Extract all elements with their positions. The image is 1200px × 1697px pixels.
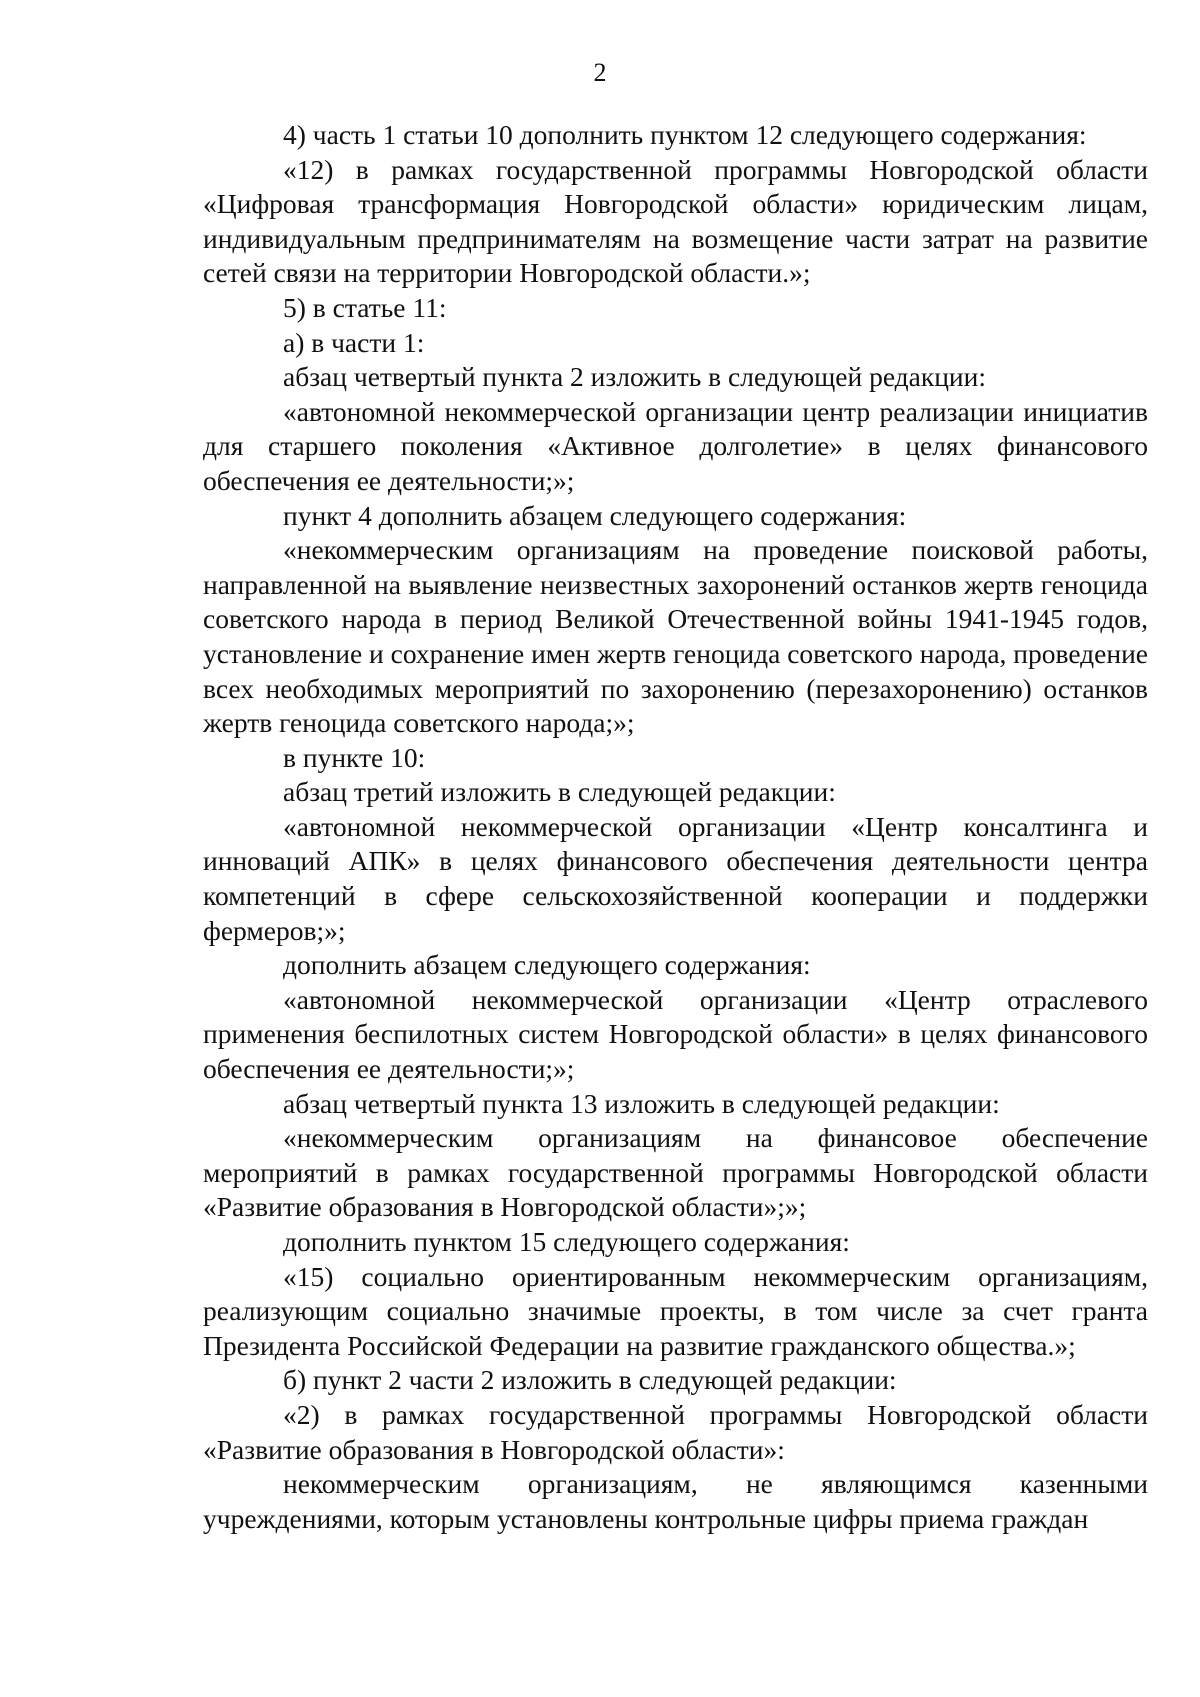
paragraph-quote-active-longevity: «автономной некоммерческой организации центр реализации инициатив для старшего поколения «Активное долголетие» в целях финансового обеспечения ее деятельности;»; — [203, 395, 1148, 496]
document-body — [203, 118, 1148, 1536]
paragraph-amend-p13: абзац четвертый пункта 13 изложить в следующей редакции: — [283, 1087, 1000, 1119]
paragraph-quote-p2: «2) в рамках государственной программы Новгородской области «Развитие образования в Новгородской области»: — [203, 1398, 1148, 1465]
paragraph-in-p10: в пункте 10: — [283, 741, 426, 773]
paragraph-add-abz: дополнить абзацем следующего содержания: — [283, 949, 811, 981]
paragraph-quote-education: «некоммерческим организациям на финансовое обеспечение мероприятий в рамках государственной программы Новгородской области «Развитие образования в Новгородской области»;»; — [203, 1122, 1148, 1223]
paragraph-amend-p10-abz3: абзац третий изложить в следующей редакции: — [283, 776, 836, 808]
paragraph-nonprofits: некоммерческим организациям, не являющимся казенными учреждениями, которым установлены контрольные цифры приема граждан — [203, 1468, 1148, 1534]
paragraph-amend-p2: абзац четвертый пункта 2 изложить в следующей редакции: — [283, 361, 987, 393]
paragraph-amend-p4: пункт 4 дополнить абзацем следующего содержания: — [283, 499, 907, 531]
paragraph-quote-p15: «15) социально ориентированным некоммерческим организациям, реализующим социально значимые проекты, в том числе за счет гранта Президента Российской Федерации на развитие гражданского общества.»; — [203, 1260, 1148, 1361]
paragraph-subitem-a: а) в части 1: — [283, 326, 425, 358]
paragraph-item-5: 5) в статье 11: — [283, 291, 447, 323]
paragraph-quote-drones-center: «автономной некоммерческой организации «Центр отраслевого применения беспилотных систем Новгородской области» в целях финансового обеспечения ее деятельности;»; — [203, 983, 1148, 1085]
paragraph-item-12-text: «12) в рамках государственной программы Новгородской области «Цифровая трансформация Новгородской области» юридическим лицам, индивидуальным предпринимателям на возмещение части затрат на развитие сетей связи на территории Новгородской области.»; — [203, 153, 1148, 289]
page-number: 2 — [593, 58, 607, 87]
paragraph-subitem-b: б) пункт 2 части 2 изложить в следующей редакции: — [283, 1364, 897, 1396]
paragraph-item-4: 4) часть 1 статьи 10 дополнить пунктом 12 следующего содержания: — [283, 119, 1087, 150]
paragraph-quote-apk-center: «автономной некоммерческой организации «Центр консалтинга и инноваций АПК» в целях финансового обеспечения деятельности центра компетенций в сфере сельскохозяйственной кооперации и поддержки фермеров;»; — [203, 810, 1148, 946]
paragraph-add-p15: дополнить пунктом 15 следующего содержания: — [283, 1226, 850, 1257]
paragraph-quote-search-work: «некоммерческим организациям на проведение поисковой работы, направленной на выявление неизвестных захоронений останков жертв геноцида советского народа в период Великой Отечественной войны 1941-1945 годов, установление и сохранение имен жертв геноцида советского народа, проведение всех необходимых мероприятий по захоронению (перезахоронению) останков жертв геноцида советского народа;»; — [203, 534, 1148, 739]
